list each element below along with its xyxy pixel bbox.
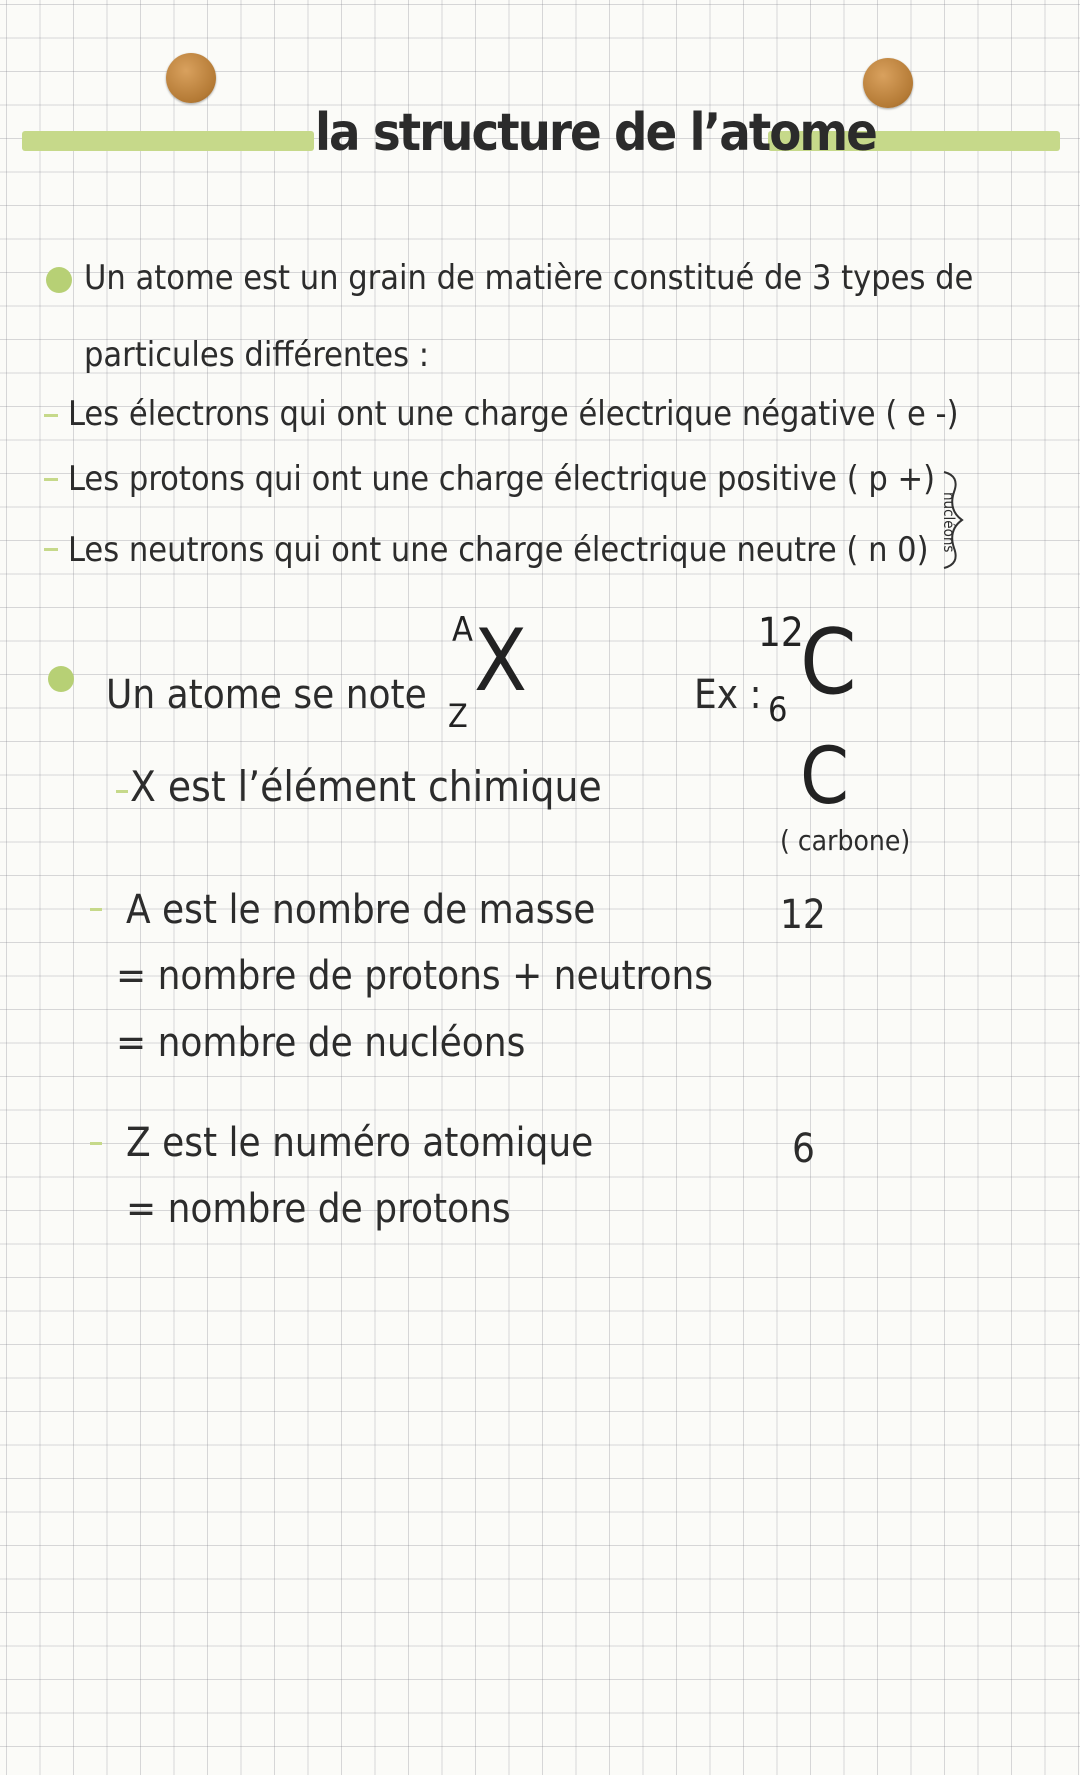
x-definition: X est l’élément chimique: [130, 762, 602, 811]
binder-hole-right: [863, 58, 913, 108]
dash: [90, 908, 102, 911]
example-symbol: C: [800, 610, 857, 715]
intro-line-1: Un atome est un grain de matière constitué de 3 types de: [84, 258, 974, 298]
z-example-value: 6: [792, 1126, 815, 1172]
example-upper: 12: [758, 610, 804, 656]
particle-protons: Les protons qui ont une charge électrique positive ( p +): [68, 459, 936, 499]
z-definition: Z est le numéro atomique: [126, 1120, 594, 1166]
a-example-value: 12: [780, 892, 826, 938]
intro-line-2: particules différentes :: [84, 335, 430, 375]
bullet-dot: [46, 267, 72, 293]
dash: [44, 414, 58, 417]
dash: [44, 478, 58, 481]
example-lower: 6: [768, 690, 788, 730]
dash: [44, 548, 58, 551]
z-equation-1: = nombre de protons: [126, 1186, 511, 1232]
a-definition: A est le nombre de masse: [126, 887, 596, 933]
particle-neutrons: Les neutrons qui ont une charge électrique neutre ( n 0): [68, 530, 929, 570]
x-example-symbol: C: [800, 732, 850, 822]
x-example-note: ( carbone): [780, 824, 911, 857]
notation-symbol: X: [474, 611, 527, 711]
title-underline-left: [22, 131, 314, 151]
binder-hole-left: [166, 53, 216, 103]
a-equation-1: = nombre de protons + neutrons: [116, 953, 714, 999]
a-equation-2: = nombre de nucléons: [116, 1020, 526, 1066]
notation-upper: A: [452, 610, 473, 650]
dash: [116, 790, 128, 793]
particle-electrons: Les électrons qui ont une charge électrique négative ( e -): [68, 394, 959, 434]
nucleons-label: nucléons: [940, 492, 958, 553]
notation-lower: Z: [448, 697, 468, 735]
page-title: la structure de l’atome: [315, 103, 876, 163]
notation-line: Un atome se note: [106, 672, 427, 718]
bullet-dot: [48, 666, 74, 692]
dash: [90, 1142, 102, 1145]
example-prefix: Ex :: [694, 672, 762, 718]
